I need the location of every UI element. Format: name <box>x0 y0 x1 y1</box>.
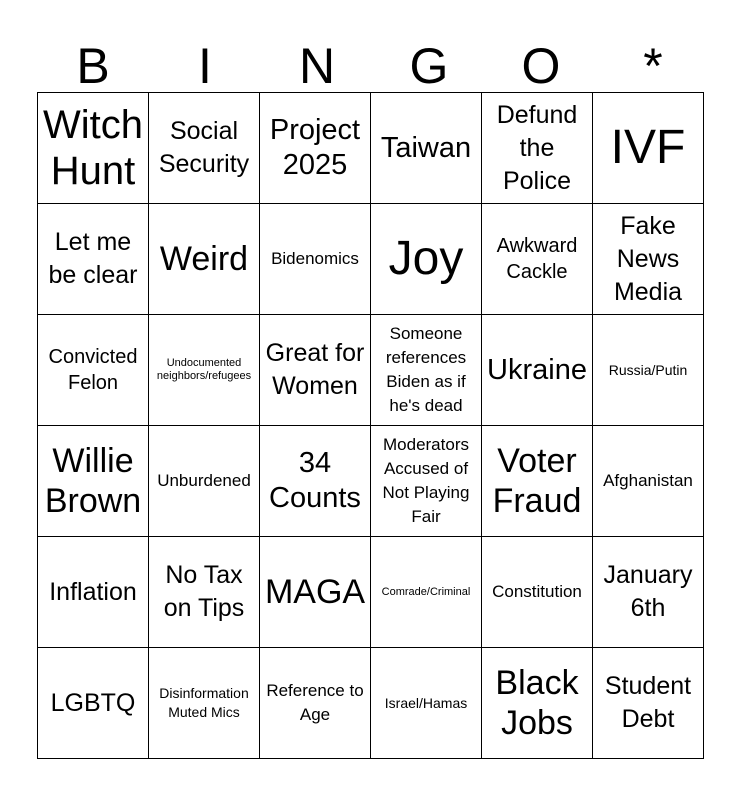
cell-text: Black Jobs <box>495 664 579 742</box>
cell-text: Defund the Police <box>496 100 578 195</box>
bingo-cell[interactable] <box>149 537 260 648</box>
bingo-cell[interactable] <box>260 93 371 204</box>
bingo-cell[interactable] <box>260 648 371 759</box>
bingo-cell[interactable] <box>482 93 593 204</box>
cell-text: Moderators Accused of Not Playing Fair <box>382 435 470 526</box>
cell-text: Undocumented neighbors/refugees <box>156 357 252 382</box>
bingo-cell[interactable] <box>371 315 482 426</box>
bingo-cell[interactable] <box>371 648 482 759</box>
bingo-cell[interactable] <box>371 93 482 204</box>
cell-text: Constitution <box>492 582 582 601</box>
cell-text: January 6th <box>603 561 693 622</box>
cell-text: Taiwan <box>380 131 472 164</box>
bingo-board <box>37 92 704 759</box>
cell-text: Weird <box>159 240 249 278</box>
bingo-cell[interactable] <box>149 426 260 537</box>
cell-text: Fake News Media <box>613 211 683 306</box>
bingo-cell[interactable] <box>38 204 149 315</box>
header-letter-o: O <box>521 38 561 94</box>
cell-text: MAGA <box>264 573 366 611</box>
bingo-cell[interactable] <box>38 537 149 648</box>
bingo-cell[interactable] <box>38 426 149 537</box>
bingo-cell[interactable] <box>482 537 593 648</box>
bingo-cell[interactable] <box>371 426 482 537</box>
cell-text: Witch Hunt <box>43 103 143 193</box>
bingo-cell[interactable] <box>593 537 704 648</box>
header-letter-n: N <box>298 38 336 94</box>
cell-text: Joy <box>388 232 464 285</box>
bingo-cell[interactable] <box>149 315 260 426</box>
bingo-cell[interactable] <box>371 537 482 648</box>
bingo-cell[interactable] <box>593 93 704 204</box>
bingo-cell[interactable] <box>593 315 704 426</box>
bingo-cell[interactable] <box>38 315 149 426</box>
bingo-cell[interactable] <box>593 648 704 759</box>
cell-text: Russia/Putin <box>608 361 688 378</box>
bingo-cell[interactable] <box>482 204 593 315</box>
bingo-cell[interactable] <box>149 93 260 204</box>
cell-text: Student Debt <box>604 672 692 733</box>
bingo-cell[interactable] <box>149 648 260 759</box>
cell-text: Ukraine <box>487 353 587 386</box>
cell-text: IVF <box>610 121 686 174</box>
bingo-cell[interactable] <box>482 426 593 537</box>
cell-text: Convicted Felon <box>48 346 138 394</box>
header-letter-g: G <box>409 38 449 94</box>
bingo-cell[interactable] <box>149 204 260 315</box>
cell-text: Willie Brown <box>44 442 142 520</box>
bingo-cell[interactable] <box>482 648 593 759</box>
cell-text: Reference to Age <box>266 681 364 724</box>
bingo-cell[interactable] <box>260 537 371 648</box>
bingo-header <box>37 36 709 92</box>
cell-text: Inflation <box>49 577 137 606</box>
bingo-cell[interactable] <box>38 93 149 204</box>
cell-text: Voter Fraud <box>492 442 582 520</box>
cell-text: Project 2025 <box>269 114 361 181</box>
bingo-cell[interactable] <box>38 648 149 759</box>
cell-text: Great for Women <box>265 339 365 400</box>
cell-text: Afghanistan <box>603 471 693 490</box>
header-letter-b: B <box>76 38 110 94</box>
cell-text: Social Security <box>158 117 250 178</box>
bingo-cell[interactable] <box>260 204 371 315</box>
cell-text: 34 Counts <box>269 447 361 514</box>
cell-text: Unburdened <box>157 471 251 490</box>
bingo-cell[interactable] <box>593 204 704 315</box>
header-letter-i: I <box>198 38 212 94</box>
bingo-cell[interactable] <box>482 315 593 426</box>
bingo-cell[interactable] <box>593 426 704 537</box>
cell-text: Let me be clear <box>48 228 138 289</box>
cell-text: Awkward Cackle <box>496 235 578 283</box>
cell-text: No Tax on Tips <box>163 561 245 622</box>
cell-text: Israel/Hamas <box>384 694 468 711</box>
bingo-cell[interactable] <box>260 315 371 426</box>
cell-text: Bidenomics <box>271 249 359 268</box>
bingo-cell[interactable] <box>260 426 371 537</box>
header-letter-star: * <box>643 38 663 94</box>
bingo-cell[interactable] <box>371 204 482 315</box>
cell-text: Disinformation Muted Mics <box>159 685 249 720</box>
cell-text: Someone references Biden as if he's dead <box>385 324 467 415</box>
cell-text: Comrade/Criminal <box>381 585 471 598</box>
cell-text: LGBTQ <box>50 688 136 717</box>
